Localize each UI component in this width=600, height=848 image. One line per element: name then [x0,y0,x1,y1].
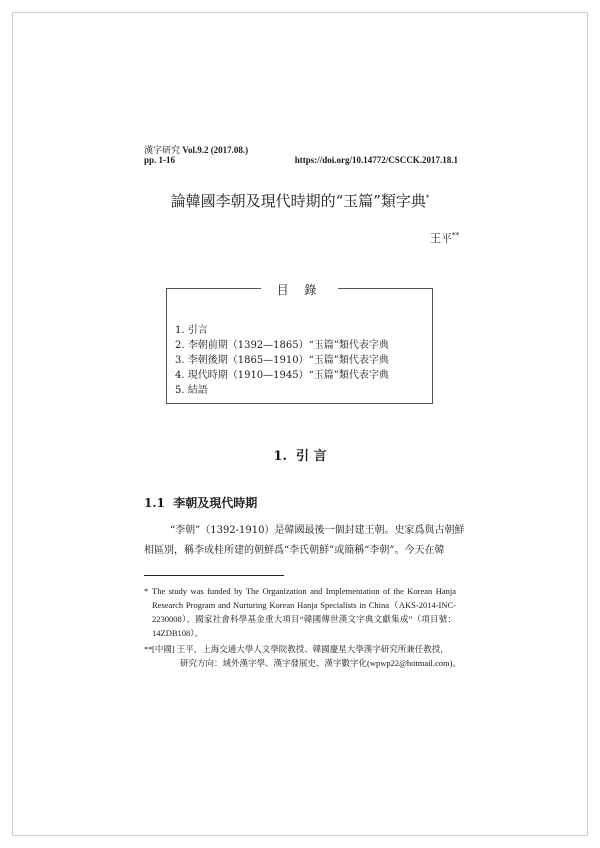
journal-name: 漢字研究 [144,145,181,155]
footnote-2-line-1: [中國] 王平，上海交通大學人文學院教授、韓國慶星大學漢字研究所兼任教授， [152,644,449,654]
author-line [430,230,459,246]
toc-item-modern-period: 4. 現代時期（1910—1945）“玉篇”類代表字典 [175,370,389,381]
author-footnote-mark: ** [452,231,459,240]
section-heading-intro: 1. 引 言 [273,449,327,464]
toc-item-intro: 1. 引言 [175,325,208,336]
body-line-1: “李朝”（1392-1910）是韓國最後一個封建王朝。史家爲與古朝鮮 [170,525,465,536]
table-of-contents [166,283,433,404]
toc-item-conclusion: 5. 結語 [175,385,208,396]
footnote-1-text: The study was funded by The Organization and Implementation of the Korean Hanja Research Program and Nurturing Korean Hanja Specialists in China（AKS-2014-INC-2230008）。國家社會科學基金重大項目“韓國傳世漢文字典文獻集成”（項目號：14ZDB108）。 [152,586,456,638]
paper-title [0,190,600,211]
journal-volume: Vol.9.2 (2017.08.) [182,145,249,155]
toc-heading: 目 錄 [261,281,339,298]
footnote-2-mark: ** [144,644,153,654]
footnote-2-line-2: 研究方向：域外漢字學、漢字發展史、漢字數字化(wpwp22@hotmail.com)。 [180,658,461,668]
paper-title-text: 論韓國李朝及現代時期的“玉篇”類字典 [170,192,426,210]
page-frame [12,12,588,836]
page-range: pp. 1-16 [144,155,176,165]
footnote-1-mark: * [144,586,149,596]
body-line-2: 相區別，稱李成桂所建的朝鮮爲“李氏朝鮮”或簡稱“李朝”。今天在韓 [144,545,445,556]
footnote-separator [144,575,284,576]
toc-list [175,323,389,398]
doi-link[interactable]: https://doi.org/10.14772/CSCCK.2017.18.1 [294,155,458,165]
toc-item-early-joseon: 2. 李朝前期（1392—1865）“玉篇”類代表字典 [175,340,389,351]
subsection-heading: 1.1 李朝及現代時期 [144,496,258,510]
title-footnote-mark: * [425,194,430,202]
toc-item-late-joseon: 3. 李朝後期（1865—1910）“玉篇”類代表字典 [175,355,389,366]
author-name: 王平 [430,232,452,245]
